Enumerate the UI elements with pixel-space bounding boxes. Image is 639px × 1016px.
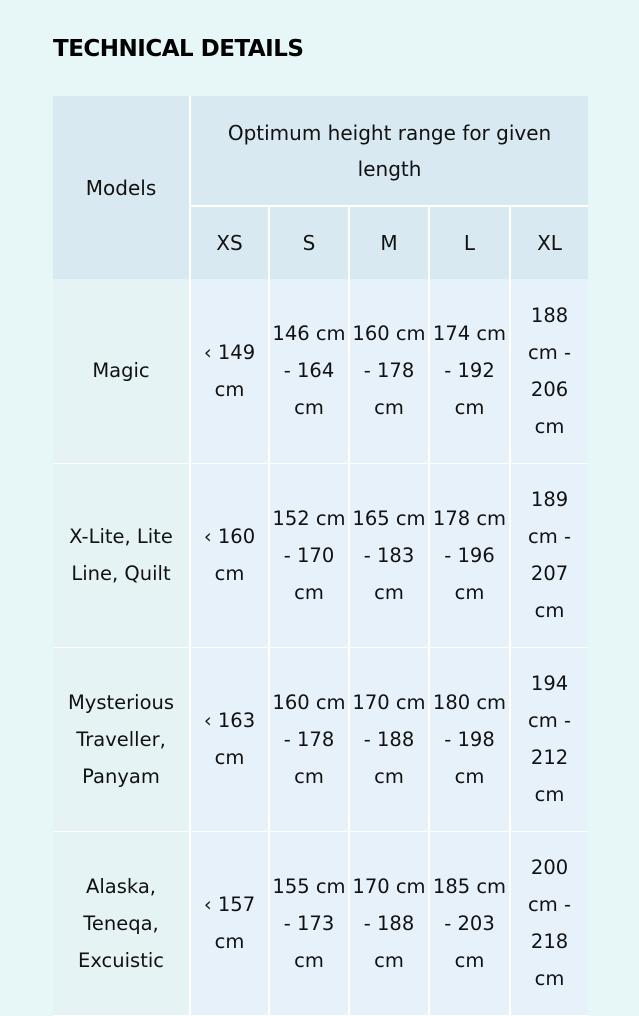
height-cell-xs: ‹ 157 cm xyxy=(190,831,269,1015)
size-header-m: M xyxy=(349,206,429,279)
height-cell-s: 155 cm - 173 cm xyxy=(269,831,349,1015)
size-header-xl: XL xyxy=(510,206,588,279)
height-cell-xl: 200 cm - 218 cm xyxy=(510,831,588,1015)
page-title: TECHNICAL DETAILS xyxy=(53,36,304,62)
table-row xyxy=(53,647,588,831)
height-cell-xs: ‹ 149 cm xyxy=(190,279,269,463)
model-name-cell: Alaska, Teneqa, Excuistic xyxy=(53,831,190,1015)
height-cell-xl: 189 cm - 207 cm xyxy=(510,463,588,647)
height-range-header: Optimum height range for given length xyxy=(190,96,588,206)
height-cell-l: 178 cm - 196 cm xyxy=(429,463,510,647)
technical-details-table xyxy=(53,96,588,1016)
height-cell-xl: 194 cm - 212 cm xyxy=(510,647,588,831)
height-cell-s: 160 cm - 178 cm xyxy=(269,647,349,831)
size-header-xs: XS xyxy=(190,206,269,279)
height-cell-s: 152 cm - 170 cm xyxy=(269,463,349,647)
height-cell-xs: ‹ 160 cm xyxy=(190,463,269,647)
size-header-l: L xyxy=(429,206,510,279)
height-cell-s: 146 cm - 164 cm xyxy=(269,279,349,463)
height-cell-xl: 188 cm - 206 cm xyxy=(510,279,588,463)
models-column-header: Models xyxy=(53,96,190,279)
height-cell-m: 170 cm - 188 cm xyxy=(349,647,429,831)
header-row-top xyxy=(53,96,588,206)
table-row xyxy=(53,831,588,1015)
height-cell-m: 170 cm - 188 cm xyxy=(349,831,429,1015)
model-name-cell: X-Lite, Lite Line, Quilt xyxy=(53,463,190,647)
height-cell-xs: ‹ 163 cm xyxy=(190,647,269,831)
height-cell-l: 174 cm - 192 cm xyxy=(429,279,510,463)
table-row xyxy=(53,463,588,647)
model-name-cell: Magic xyxy=(53,279,190,463)
height-cell-m: 165 cm - 183 cm xyxy=(349,463,429,647)
height-cell-l: 185 cm - 203 cm xyxy=(429,831,510,1015)
model-name-cell: Mysterious Traveller, Panyam xyxy=(53,647,190,831)
height-cell-m: 160 cm - 178 cm xyxy=(349,279,429,463)
size-header-s: S xyxy=(269,206,349,279)
table-row xyxy=(53,279,588,463)
height-cell-l: 180 cm - 198 cm xyxy=(429,647,510,831)
